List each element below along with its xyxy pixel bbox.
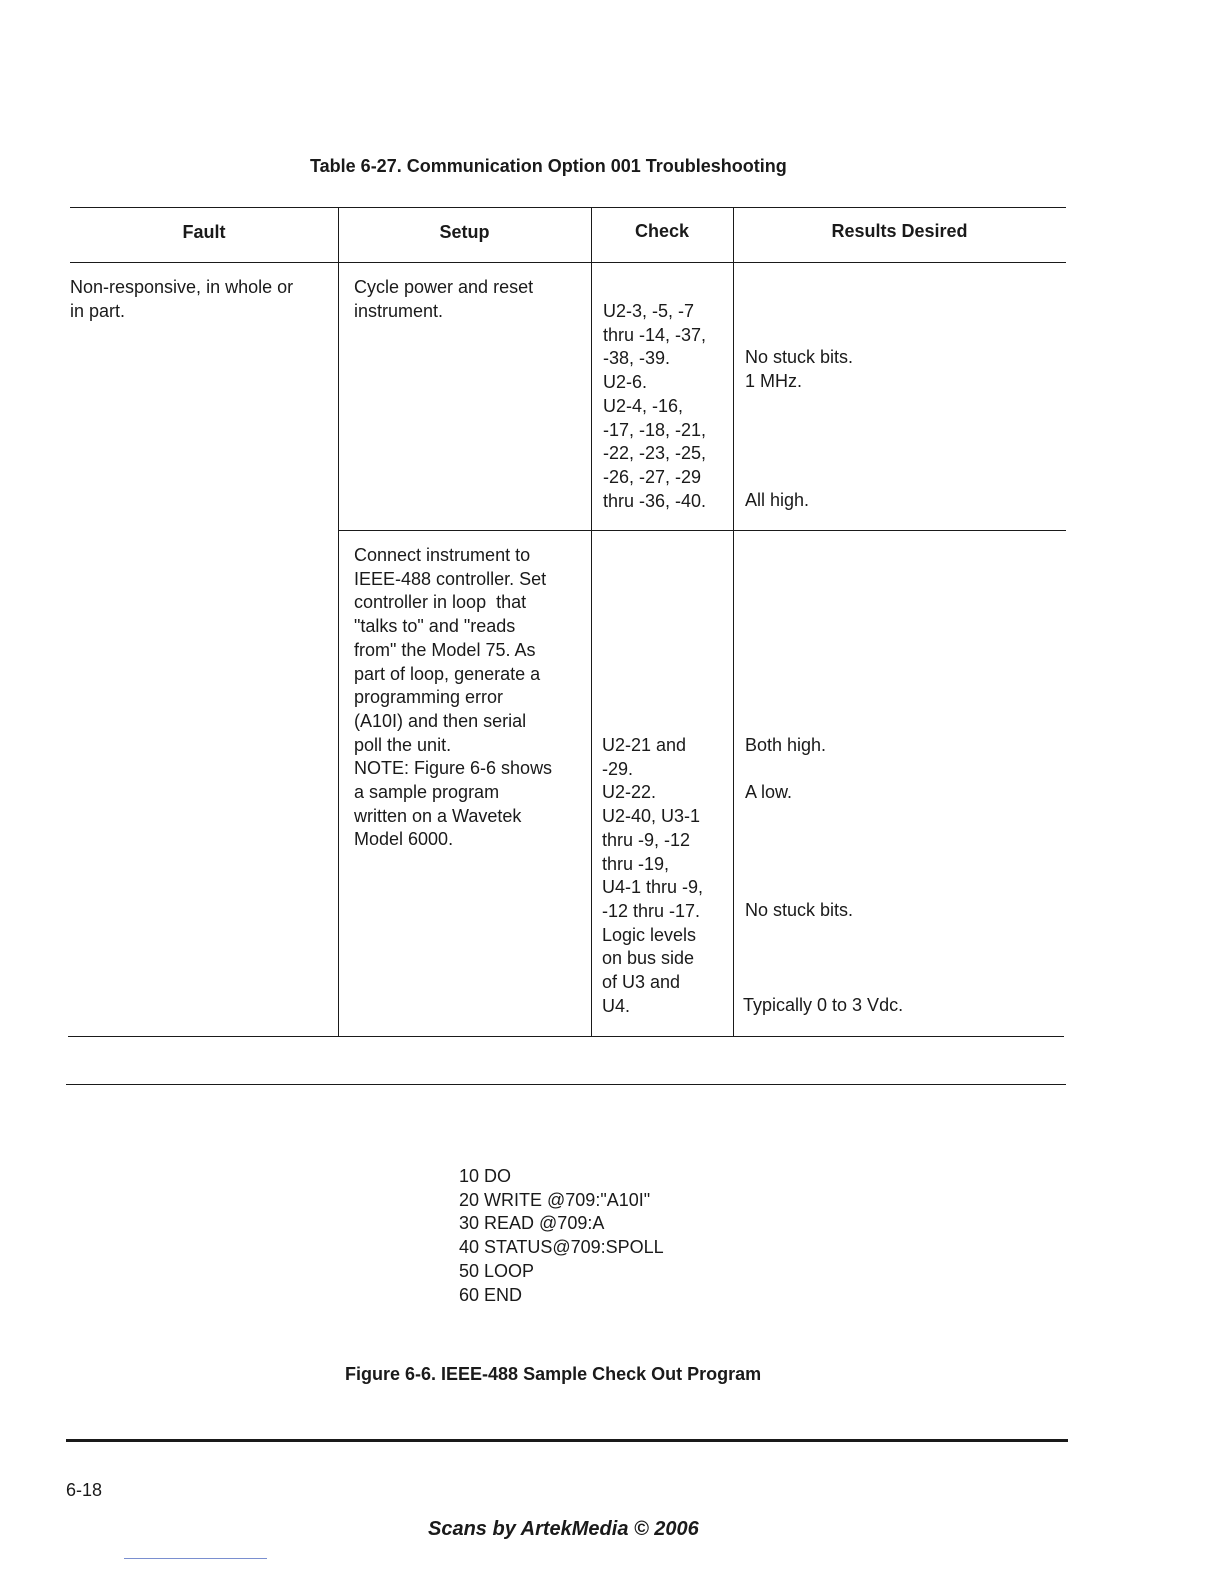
row2-check: U2-21 and -29. U2-22. U2-40, U3-1 thru -9, -12 thru -19, U4-1 thru -9, -12 thru -17. Logic levels on bus side of U3 and U4. [602,735,704,1016]
scan-credit: Scans by ArtekMedia © 2006 [428,1518,699,1540]
figure-caption: Figure 6-6. IEEE-488 Sample Check Out Program [345,1364,762,1384]
column-divider-check [591,207,592,1036]
row2-results-a: Both high. [745,735,827,755]
row-divider-rule [338,530,1066,531]
table-top-rule [70,207,1066,208]
row2-setup: Connect instrument to IEEE-488 controller. Set controller in loop that "talks to" and "reads from" the Model 75. As part of loop, generate a programming error (A10I) and then serial poll the unit. NOTE: Figure 6-6 shows a sample program written on a Wavetek Model 6000. [354,545,553,850]
row1-results-b: All high. [745,490,810,510]
table-header-rule [70,262,1066,263]
bottom-edge-mark [124,1558,267,1559]
row1-setup: Cycle power and reset instrument. [354,277,534,321]
table-caption: Table 6-27. Communication Option 001 Troubleshooting [310,156,787,176]
section-separator [66,1084,1066,1085]
table-bottom-rule [68,1036,1064,1037]
header-setup: Setup [439,222,490,242]
header-fault: Fault [182,222,226,242]
footer-rule [66,1439,1068,1442]
header-check: Check [634,221,690,241]
row1-fault: Non-responsive, in whole or in part. [70,277,294,321]
header-results: Results Desired [831,221,968,241]
row2-results-d: Typically 0 to 3 Vdc. [743,995,904,1015]
column-divider-setup [338,207,339,1036]
row1-results-a: No stuck bits. 1 MHz. [745,347,854,391]
page-number: 6-18 [66,1480,103,1500]
row2-results-c: No stuck bits. [745,900,854,920]
row2-results-b: A low. [745,782,793,802]
sample-program-listing: 10 DO 20 WRITE @709:"A10I" 30 READ @709:A 40 STATUS@709:SPOLL 50 LOOP 60 END [459,1166,664,1305]
column-divider-results [733,207,734,1036]
row1-check: U2-3, -5, -7 thru -14, -37, -38, -39. U2-6. U2-4, -16, -17, -18, -21, -22, -23, -25, -26, -27, -29 thru -36, -40. [603,301,707,511]
